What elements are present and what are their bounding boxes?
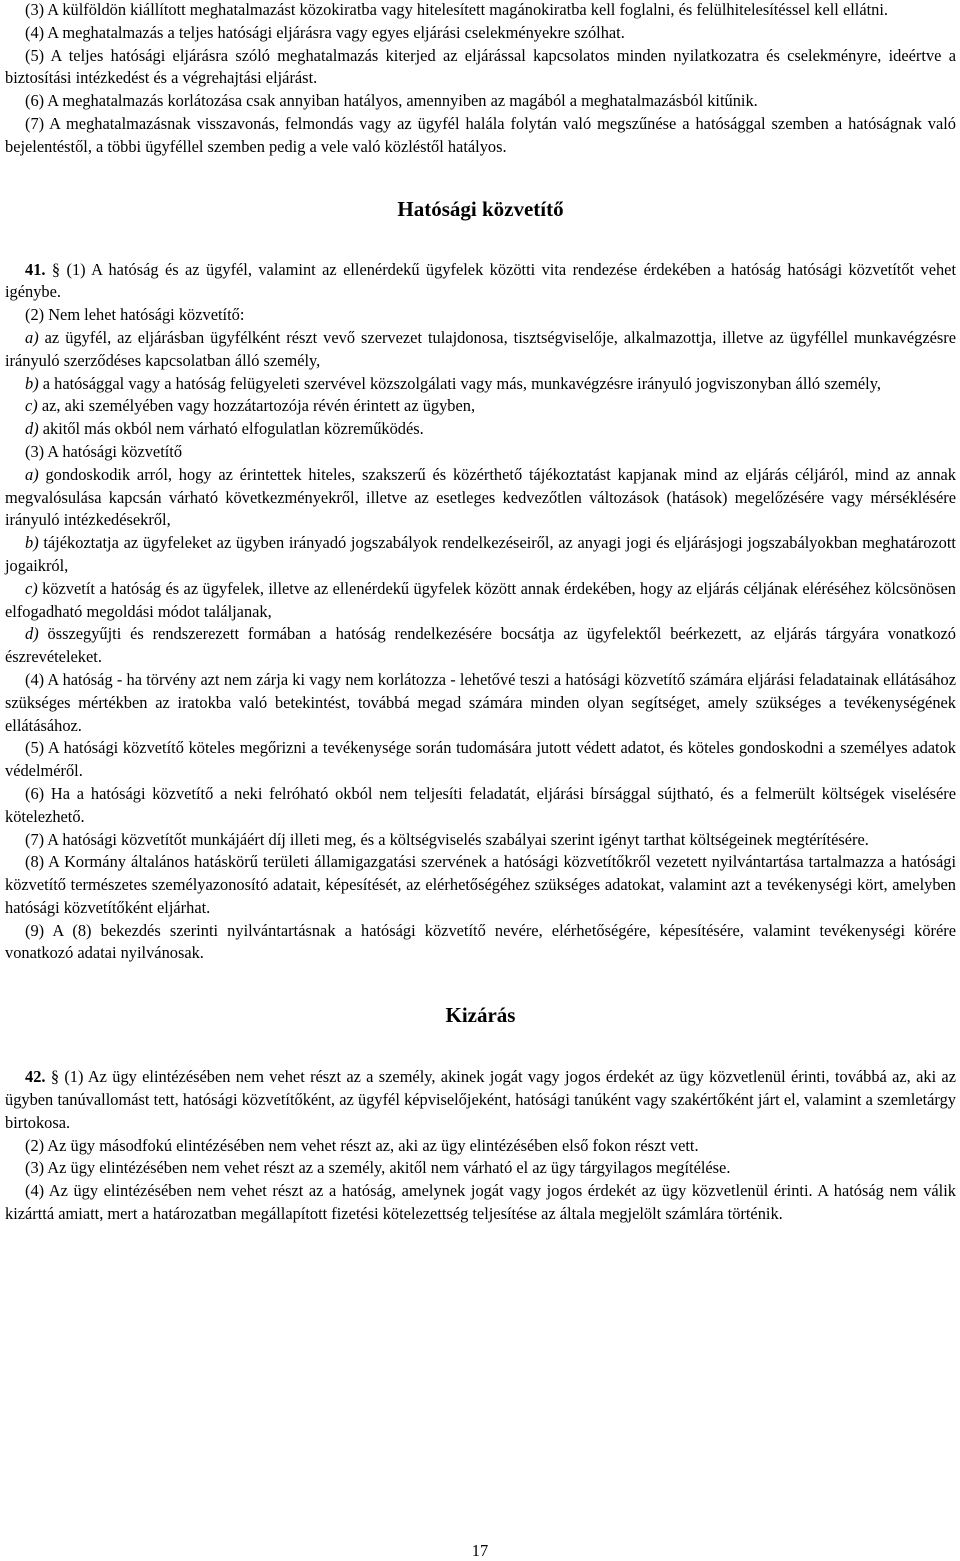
item-label: a) [25,327,39,347]
item-label: d) [25,419,39,439]
paragraph-41-1-text: § (1) A hatóság és az ügyfél, valamint az ellenérdekű ügyfelek közötti vita rendezése érdekében a hatóság hatósági közvetítőt vehet igénybe. [5,259,957,302]
paragraph-42-1 [5,1066,956,1134]
paragraph-42-3: (3) Az ügy elintézésében nem vehet részt az a személy, akitől nem várható el az ügy tárgyilagos megítélése. [25,1158,731,1178]
item-text: akitől más okból nem várható elfogulatlan közreműködés. [38,419,424,439]
item-label: a) [25,464,39,484]
paragraph-41-5: (5) A hatósági közvetítő köteles megőrizni a tevékenysége során tudomására jutott védett adatot, és köteles gondoskodni a személyes adatok védelméről. [5,738,956,781]
paragraph-40-4: (4) A meghatalmazás a teljes hatósági eljárásra vagy egyes eljárási cselekményekre szólhat. [25,22,625,42]
section-heading-hatosagi-kozvetito: Hatósági közvetítő [397,196,564,221]
paragraph-41-8: (8) A Kormány általános hatáskörű területi államigazgatási szervének a hatósági közvetítőkről vezetett nyilvántartása tartalmazza a hatósági közvetítő természetes személyazonosító adatait, képesítését, az elérhetőségéhez szükséges adatokat, valamint azt a tevékenységi kört, amelyben hatósági közvetítőként eljárhat. [5,852,956,917]
paragraph-41-2-b [5,373,956,396]
item-label: d) [25,624,39,644]
paragraph-41-4: (4) A hatóság - ha törvény azt nem zárja ki vagy nem korlátozza - lehetővé teszi a hatósági közvetítő számára eljárási feladatainak ellátásához szükséges mértékben az iratokba való betekintést, továbbá megad számára minden olyan segítséget, amely szükséges a tevékenységének ellátásához. [5,669,956,735]
paragraph-41-3-a [5,464,956,532]
paragraph-40-6: (6) A meghatalmazás korlátozása csak annyiban hatályos, amennyiben az magából a meghatalmazásból kitűnik. [25,91,758,111]
section-heading-kizaras: Kizárás [445,1003,516,1028]
paragraph-41-9: (9) A (8) bekezdés szerinti nyilvántartásnak a hatósági közvetítő nevére, elérhetőségére, képesítésére, valamint tevékenységi körére vonatkozó adatai nyilvánosak. [5,920,956,963]
item-text: az, aki személyében vagy hozzátartozója révén érintett az ügyben, [37,396,476,416]
paragraph-41-2-c [5,395,956,418]
section-number-41: 41. [25,259,46,279]
item-text: tájékoztatja az ügyfeleket az ügyben irányadó jogszabályok rendelkezéseiről, az anyagi jogi és eljárásjogi jogszabályokban meghatározott jogaikról, [5,533,956,575]
paragraph-41-2: (2) Nem lehet hatósági közvetítő: [25,305,245,325]
paragraph-40-5: (5) A teljes hatósági eljárásra szóló meghatalmazás kiterjed az eljárással kapcsolatos minden nyilatkozatra és cselekményre, ideértve a biztosítási intézkedést és a végrehajtási eljárást. [5,45,956,88]
paragraph-42-4: (4) Az ügy elintézésében nem vehet részt az a hatóság, amelynek jogát vagy jogos érdekét az ügy közvetlenül érinti. A hatóság nem válik kizárttá amiatt, mert a határozatban megállapított fizetési kötelezettség teljesítése az általa megjelölt számlára történik. [5,1181,956,1224]
item-text: gondoskodik arról, hogy az érintettek hiteles, szakszerű és közérthető tájékoztatást kapjanak mind az eljárás céljáról, mind az annak megvalósulása kapcsán várható következményekről, illetve az esetleges kedvezőtlen változások (hatások) megelőzésére vagy mérséklésére irányuló intézkedésekről, [5,464,956,530]
paragraph-41-6: (6) Ha a hatósági közvetítő a neki felróható okból nem teljesíti feladatát, eljárási bírsággal sújtható, és a felmerült költségek viselésére kötelezhető. [5,783,956,826]
paragraph-40-7: (7) A meghatalmazásnak visszavonás, felmondás vagy az ügyfél halála folytán való megszűnése a hatósággal szemben a hatóságnak való bejelentéstől, a többi ügyféllel szemben pedig a vele való közléstől hatályos. [5,113,956,156]
paragraph-42-2: (2) Az ügy másodfokú elintézésében nem vehet részt az, aki az ügy elintézésében első fokon részt vett. [25,1135,699,1155]
paragraph-41-2-d [5,418,956,441]
paragraph-41-3-c [5,578,956,624]
paragraph-41-3: (3) A hatósági közvetítő [25,441,183,461]
item-text: az ügyfél, az eljárásban ügyfélként részt vevő szervezet tulajdonosa, tisztségviselője, alkalmazottja, illetve az ügyféllel munkavégzésre irányuló szerződéses kapcsolatban álló személy, [5,327,956,370]
paragraph-42-1-text: § (1) Az ügy elintézésében nem vehet részt az a személy, akinek jogát vagy jogos érdekét az ügy közvetlenül érinti, továbbá az, aki az ügyben tanúvallomást tett, hatósági közvetítőként, az ügyfél képviselőjeként, hatósági tanúként vagy szakértőként járt el, valamint a szemletárgy birtokosa. [5,1067,956,1132]
item-label: b) [25,373,39,393]
document-page [5,0,956,1226]
section-number-42: 42. [25,1067,46,1087]
item-text: összegyűjti és rendszerezett formában a hatóság rendelkezésére bocsátja az ügyfelektől beérkezett, az eljárás tárgyára vonatkozó észrevételeket. [5,624,956,667]
paragraph-41-3-d [5,623,956,669]
item-text: a hatósággal vagy a hatóság felügyeleti szervével közszolgálati vagy más, munkavégzésre irányuló jogviszonyban álló személy, [38,373,881,393]
paragraph-41-2-a [5,327,956,373]
item-text: közvetít a hatóság és az ügyfelek, illetve az ellenérdekű ügyfelek között annak érdekében, hogy az eljárás céljának eléréséhez kölcsönösen elfogadható megoldási módot találjanak, [5,578,956,621]
page-number: 17 [471,1541,489,1560]
paragraph-41-3-b [5,532,956,578]
item-label: c) [25,396,38,416]
paragraph-41-1 [5,259,956,305]
paragraph-40-3: (3) A külföldön kiállított meghatalmazást közokiratba vagy hitelesített magánokiratba kell foglalni, és felülhitelesítéssel kell ellátni. [25,0,888,19]
item-label: b) [25,533,39,553]
paragraph-41-7: (7) A hatósági közvetítőt munkájáért díj illeti meg, és a költségviselés szabályai szerint igényt tarthat költségeinek megtérítésére. [25,829,869,849]
item-label: c) [25,578,38,598]
